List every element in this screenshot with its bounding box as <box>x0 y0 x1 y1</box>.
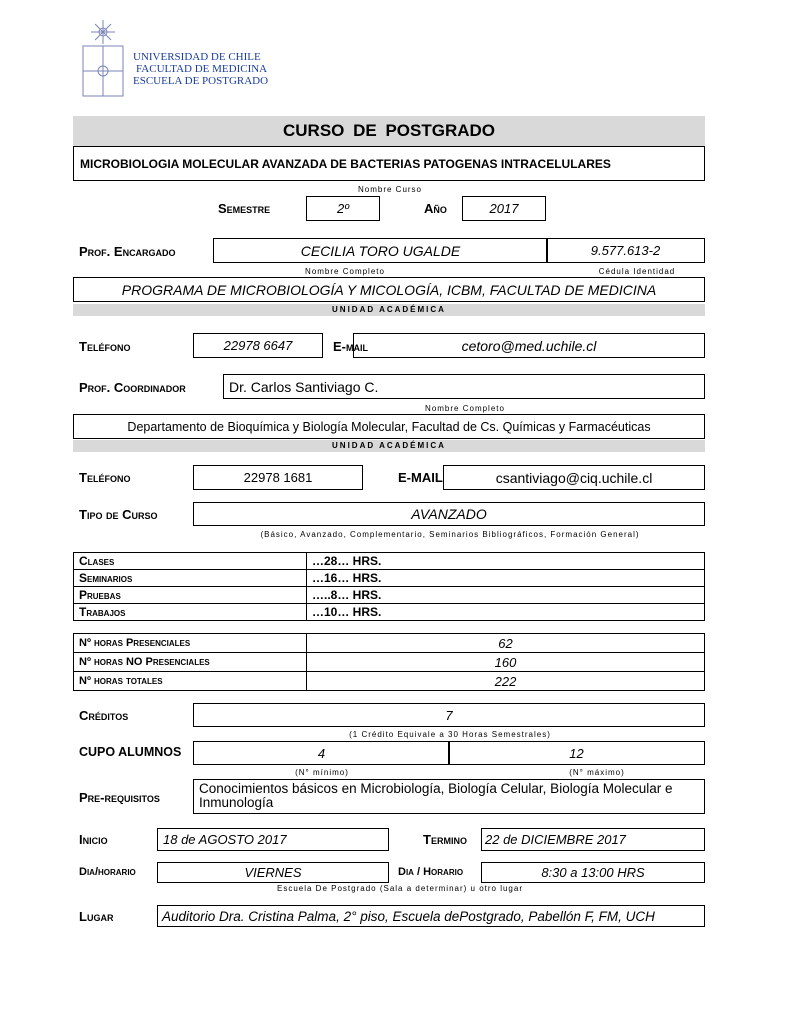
course-type-caption: (Básico, Avanzado, Complementario, Seminarios Bibliográficos, Formación General) <box>260 530 640 539</box>
semester-label: Semestre <box>218 201 271 216</box>
time-field[interactable]: 8:30 a 13:00 HRS <box>481 862 705 883</box>
place-label: Lugar <box>79 909 114 924</box>
prof-phone-label: Teléfono <box>79 339 131 354</box>
totals-key: Nº horas Presenciales <box>74 634 307 653</box>
cupo-min-caption: (N° mínimo) <box>295 768 349 777</box>
hours-value[interactable]: …10… HRS. <box>307 604 705 621</box>
start-label: Inicio <box>79 832 108 847</box>
totals-table <box>73 633 705 691</box>
table-row <box>74 553 705 570</box>
table-row <box>74 604 705 621</box>
cupo-label: CUPO ALUMNOS <box>79 745 182 759</box>
university-name: UNIVERSIDAD DE CHILE <box>133 51 261 63</box>
year-label: Año <box>424 201 447 216</box>
table-row <box>74 653 705 672</box>
place-field[interactable]: Auditorio Dra. Cristina Palma, 2° piso, Escuela dePostgrado, Pabellón F, FM, UCH <box>157 905 705 927</box>
prof-phone-field[interactable]: 22978 6647 <box>193 333 323 358</box>
year-field[interactable]: 2017 <box>462 196 546 221</box>
prof-id-caption: Cédula Identidad <box>598 267 676 276</box>
course-type-label: Tipo de Curso <box>79 507 158 522</box>
coord-email-label: E-MAIL <box>398 470 443 485</box>
prof-email-field[interactable]: cetoro@med.uchile.cl <box>353 333 705 358</box>
coord-phone-label: Teléfono <box>79 470 131 485</box>
prof-unit-caption: UNIDAD ACADÉMICA <box>73 304 705 316</box>
table-row <box>74 634 705 653</box>
hours-key: Seminarios <box>74 570 307 587</box>
coord-name-field[interactable]: Dr. Carlos Santiviago C. <box>223 374 705 399</box>
coord-label: Prof. Coordinador <box>79 380 186 395</box>
school-name: ESCUELA DE POSTGRADO <box>133 75 269 87</box>
prof-name-field[interactable]: CECILIA TORO UGALDE <box>213 238 548 263</box>
credits-field[interactable]: 7 <box>193 703 705 727</box>
prof-label: Prof. Encargado <box>79 244 176 259</box>
totals-value[interactable]: 62 <box>307 634 705 653</box>
prereq-label: Pre-requisitos <box>79 790 160 805</box>
end-label: Termino <box>423 832 467 847</box>
hours-value[interactable]: …16… HRS. <box>307 570 705 587</box>
university-logo-icon <box>80 18 126 98</box>
table-row <box>74 570 705 587</box>
coord-unit-caption: UNIDAD ACADÉMICA <box>73 440 705 452</box>
totals-key: Nº horas totales <box>74 672 307 691</box>
coord-phone-field[interactable]: 22978 1681 <box>193 465 363 490</box>
end-date-field[interactable]: 22 de DICIEMBRE 2017 <box>481 828 705 851</box>
cupo-min-field[interactable]: 4 <box>193 741 450 765</box>
day-field[interactable]: VIERNES <box>157 862 389 883</box>
semester-field[interactable]: 2º <box>306 196 380 221</box>
coord-name-caption: Nombre Completo <box>425 404 505 413</box>
credits-label: Créditos <box>79 708 129 723</box>
prof-unit-field[interactable]: PROGRAMA DE MICROBIOLOGÍA Y MICOLOGÍA, ICBM, FACULTAD DE MEDICINA <box>73 277 705 302</box>
course-name-field[interactable]: MICROBIOLOGIA MOLECULAR AVANZADA DE BACTERIAS PATOGENAS INTRACELULARES <box>73 146 705 181</box>
hours-value[interactable]: …28… HRS. <box>307 553 705 570</box>
hours-value[interactable]: …..8… HRS. <box>307 587 705 604</box>
hours-table <box>73 552 705 621</box>
prof-name-caption: Nombre Completo <box>305 267 385 276</box>
schedule-caption: Escuela De Postgrado (Sala a determinar) u otro lugar <box>277 884 523 893</box>
table-row <box>74 587 705 604</box>
table-row <box>74 672 705 691</box>
totals-value[interactable]: 160 <box>307 653 705 672</box>
day-label: Dia/horario <box>79 866 136 878</box>
cupo-max-caption: (N° máximo) <box>569 768 625 777</box>
page-title: CURSO DE POSTGRADO <box>73 116 705 146</box>
prereq-field[interactable]: Conocimientos básicos en Microbiología, Biología Celular, Biología Molecular e Inmunología <box>193 779 705 814</box>
coord-unit-field[interactable]: Departamento de Bioquímica y Biología Molecular, Facultad de Cs. Químicas y Farmacéuticas <box>73 414 705 439</box>
hours-key: Clases <box>74 553 307 570</box>
totals-value[interactable]: 222 <box>307 672 705 691</box>
faculty-name: FACULTAD DE MEDICINA <box>136 63 268 75</box>
course-type-field[interactable]: AVANZADO <box>193 502 705 526</box>
hours-key: Trabajos <box>74 604 307 621</box>
prof-id-field[interactable]: 9.577.613-2 <box>546 238 705 263</box>
time-label: Dia / Horario <box>398 866 464 878</box>
cupo-max-field[interactable]: 12 <box>448 741 705 765</box>
course-name-caption: Nombre Curso <box>357 185 423 194</box>
credits-caption: (1 Crédito Equivale a 30 Horas Semestrales) <box>349 730 551 739</box>
hours-key: Pruebas <box>74 587 307 604</box>
coord-email-field[interactable]: csantiviago@ciq.uchile.cl <box>443 465 705 490</box>
totals-key: Nº horas NO Presenciales <box>74 653 307 672</box>
prof-email-label: E-mail <box>333 339 368 354</box>
start-date-field[interactable]: 18 de AGOSTO 2017 <box>157 828 389 851</box>
